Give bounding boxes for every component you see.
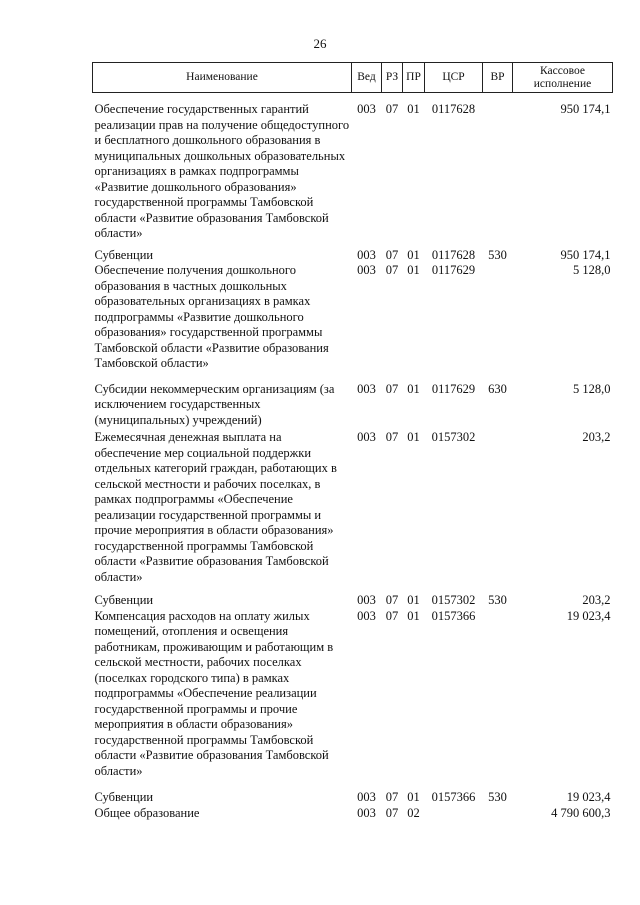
row-rz: 07 xyxy=(385,805,399,820)
row-name: Субвенции xyxy=(94,790,154,804)
row-csr: 0157366 xyxy=(431,608,476,623)
row-pr: 01 xyxy=(407,263,420,277)
row-ved: 003 xyxy=(357,593,376,607)
header-vr: ВР xyxy=(483,63,513,93)
header-csr: ЦСР xyxy=(425,63,483,93)
row-rz: 07 xyxy=(385,790,399,804)
row-name: Общее образование xyxy=(94,805,200,820)
row-csr: 0117629 xyxy=(431,263,476,277)
table-row xyxy=(93,609,613,780)
row-csr: 0117629 xyxy=(431,381,476,396)
row-pr: 01 xyxy=(407,247,420,262)
row-name: Обеспечение государственных гарантий реализации прав на получение общедоступного и бесплатного дошкольного образования в муниципальных дошкольных образовательных организациях в рамках подпрограммы «Развитие дошкольного образования» государственной программы Тамбовской области «Развитие образования Тамбовской области» xyxy=(94,102,350,240)
row-pr: 01 xyxy=(407,608,420,623)
row-pr: 02 xyxy=(407,805,420,820)
row-rz: 07 xyxy=(385,247,399,262)
row-rz: 07 xyxy=(385,608,399,623)
table-header-row xyxy=(93,63,613,93)
row-vr: 530 xyxy=(488,247,507,262)
row-name: Субвенции xyxy=(94,247,154,262)
row-vr: 530 xyxy=(488,593,507,607)
row-name: Ежемесячная денежная выплата на обеспечение мер социальной поддержки отдельных категорий граждан, работающих в сельской местности и рабочих поселках, в рамках подпрограммы «Обеспечение реализации государственной программы и прочие мероприятия в области образования» государственной программы Тамбовской области «Развитие образования Тамбовской области» xyxy=(94,430,337,584)
header-rz: РЗ xyxy=(382,63,403,93)
row-name: Обеспечение получения дошкольного образования в частных дошкольных образовательных организациях в рамках подпрограммы «Развитие дошкольного образования» государственной программы Тамбовской области «Развитие образования Тамбовской области» xyxy=(94,263,329,370)
header-amount: Кассовое исполнение xyxy=(513,63,613,93)
row-vr xyxy=(483,806,513,822)
row-rz: 07 xyxy=(385,263,399,277)
row-name: Субсидии некоммерческим организациям (за исключением государственных (муниципальных) учреждений) xyxy=(94,381,335,427)
header-name: Наименование xyxy=(93,63,352,93)
row-pr: 01 xyxy=(407,430,420,444)
row-vr: 530 xyxy=(488,790,507,804)
table-row xyxy=(93,382,613,429)
row-vr xyxy=(483,430,513,585)
row-pr: 01 xyxy=(407,790,420,804)
row-csr: 0157302 xyxy=(431,593,476,607)
row-pr: 01 xyxy=(407,593,420,607)
table-row xyxy=(93,93,613,242)
row-ved: 003 xyxy=(357,247,376,262)
row-spacer xyxy=(93,372,613,382)
row-name: Компенсация расходов на оплату жилых помещений, отопления и освещения работникам, проживающим и работающим в сельской местности, рабочих поселках (поселках городского типа) в рамках подпрограммы «Обеспечение реализации государственной программы и прочие мероприятия в области образования» государственной программы Тамбовской области «Развитие образования Тамбовской области» xyxy=(94,608,334,778)
row-ved: 003 xyxy=(357,805,376,820)
table-row xyxy=(93,790,613,806)
row-amount: 4 790 600,3 xyxy=(551,805,611,820)
row-rz: 07 xyxy=(385,430,399,444)
table-row xyxy=(93,430,613,585)
row-csr: 0117628 xyxy=(431,247,476,262)
table-row xyxy=(93,806,613,822)
row-pr: 01 xyxy=(407,381,420,396)
header-pr: ПР xyxy=(403,63,425,93)
table-row xyxy=(93,593,613,609)
row-ved: 003 xyxy=(357,381,376,396)
row-spacer xyxy=(93,585,613,593)
row-csr: 0157302 xyxy=(431,430,476,444)
page-number: 26 xyxy=(313,36,327,51)
row-rz: 07 xyxy=(385,593,399,607)
row-ved: 003 xyxy=(357,263,376,277)
row-amount: 950 174,1 xyxy=(560,102,611,116)
table-row xyxy=(93,248,613,264)
row-spacer xyxy=(93,779,613,790)
row-amount: 19 023,4 xyxy=(566,790,611,804)
row-pr: 01 xyxy=(407,102,420,116)
budget-table xyxy=(92,62,613,821)
row-vr xyxy=(483,93,513,242)
row-amount: 5 128,0 xyxy=(573,263,611,277)
row-ved: 003 xyxy=(357,102,376,116)
row-rz: 07 xyxy=(385,102,399,116)
row-vr xyxy=(483,609,513,780)
table-row xyxy=(93,263,613,372)
row-rz: 07 xyxy=(385,381,399,396)
row-ved: 003 xyxy=(357,608,376,623)
row-name: Субвенции xyxy=(94,593,154,607)
row-csr: 0117628 xyxy=(431,102,476,116)
row-csr xyxy=(425,806,483,822)
row-csr: 0157366 xyxy=(431,790,476,804)
row-amount: 5 128,0 xyxy=(573,381,611,396)
row-vr xyxy=(483,263,513,372)
row-vr: 630 xyxy=(488,381,507,396)
header-ved: Вед xyxy=(352,63,382,93)
row-amount: 203,2 xyxy=(582,430,611,444)
row-ved: 003 xyxy=(357,430,376,444)
row-ved: 003 xyxy=(357,790,376,804)
row-amount: 19 023,4 xyxy=(566,608,611,623)
row-amount: 950 174,1 xyxy=(560,247,611,262)
row-amount: 203,2 xyxy=(582,593,611,607)
